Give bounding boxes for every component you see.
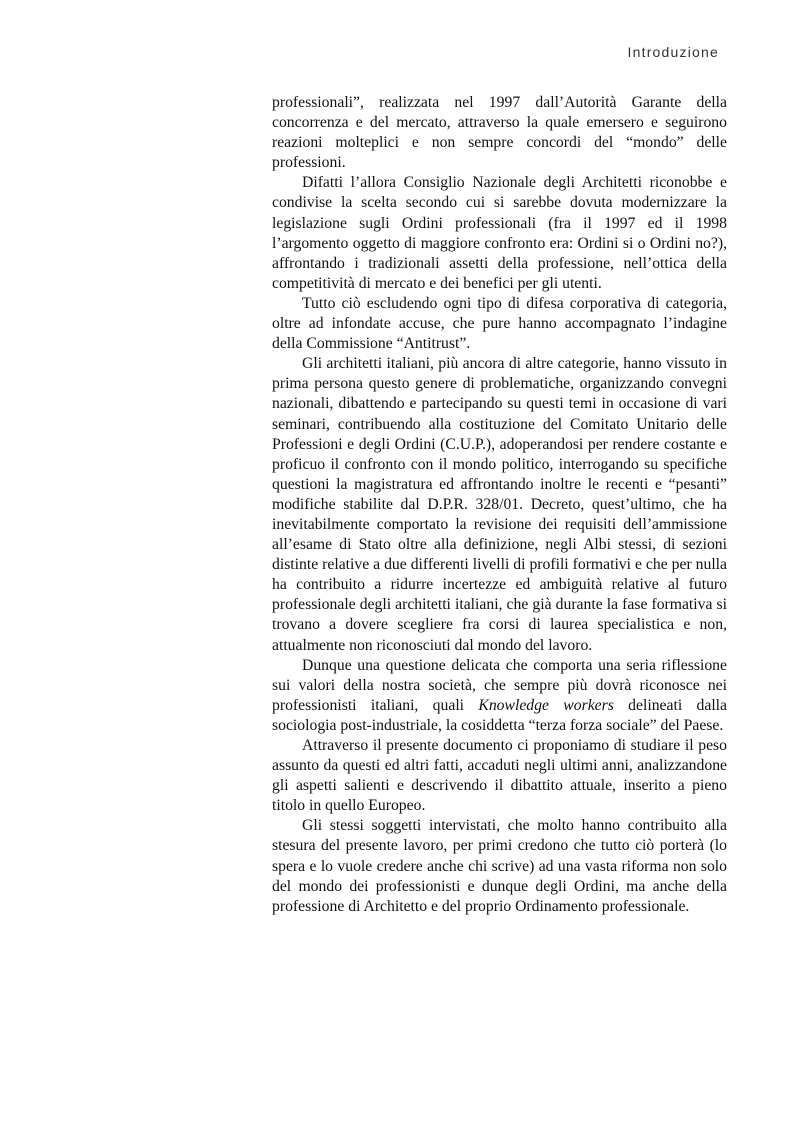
paragraph: Gli stessi soggetti intervistati, che molto hanno contribuito alla stesura del presente lavoro, per primi credono che tutto ciò porterà (lo spera e lo vuole credere anche chi scrive) ad una vasta riforma non solo del mondo dei professionisti e dunque degli Ordini, ma anche della professione di Architetto e del proprio Ordinamento professionale. <box>272 817 727 915</box>
paragraph: Attraverso il presente documento ci proponiamo di studiare il peso assunto da questi ed altri fatti, accaduti negli ultimi anni, analizzandone gli aspetti salienti e descrivendo il dibattito attuale, inserito a pieno titolo in quello Europeo. <box>272 737 727 815</box>
paragraph <box>272 656 727 736</box>
emphasized-term: Knowledge workers <box>478 696 614 714</box>
running-header: Introduzione <box>627 44 719 60</box>
paragraph: Gli architetti italiani, più ancora di altre categorie, hanno vissuto in prima persona questo genere di problematiche, organizzando convegni nazionali, dibattendo e partecipando su questi temi in occasione di vari seminari, contribuendo alla costituzione del Comitato Unitario delle Professioni e degli Ordini (C.U.P.), adoperandosi per rendere costante e proficuo il confronto con il mondo politico, interrogando su specifiche questioni la magistratura ed affrontando inoltre le recenti e “pesanti” modifiche stabilite dal D.P.R. 328/01. Decreto, quest’ultimo, che ha inevitabilmente comportato la revisione dei requisiti dell’ammissione all’esame di Stato oltre alla definizione, negli Albi stessi, di sezioni distinte relative a due differenti livelli di profili formativi e che per nulla ha contribuito a ridurre incertezze ed ambiguità relative al futuro professionale degli architetti italiani, che già durante la fase formativa si trovano a dovere scegliere fra corsi di laurea specialistica e non, attualmente non riconosciuti dal mondo del lavoro. <box>272 355 727 654</box>
paragraph-text: delineati dalla sociologia post-industriale, la cosiddetta “terza forza sociale” del Paese. <box>272 696 727 734</box>
paragraph-text: Dunque una questione delicata che comporta una seria riflessione sui valori della nostra società, che sempre più dovrà riconosce nei professionisti italiani, quali <box>272 656 727 714</box>
body-text <box>272 93 727 917</box>
paragraph: Difatti l’allora Consiglio Nazionale degli Architetti riconobbe e condivise la scelta secondo cui si sarebbe dovuta modernizzare la legislazione sugli Ordini professionali (fra il 1997 ed il 1998 l’argomento oggetto di maggiore confronto era: Ordini si o Ordini no?), affrontando i tradizionali assetti della professione, nell’ottica della competitività di mercato e dei benefici per gli utenti. <box>272 174 727 292</box>
paragraph-continuation: professionali”, realizzata nel 1997 dall’Autorità Garante della concorrenza e del mercato, attraverso la quale emersero e seguirono reazioni molteplici e non sempre concordi del “mondo” delle professioni. <box>272 94 727 172</box>
paragraph: Tutto ciò escludendo ogni tipo di difesa corporativa di categoria, oltre ad infondate accuse, che pure hanno accompagnato l’indagine della Commissione “Antitrust”. <box>272 294 727 353</box>
